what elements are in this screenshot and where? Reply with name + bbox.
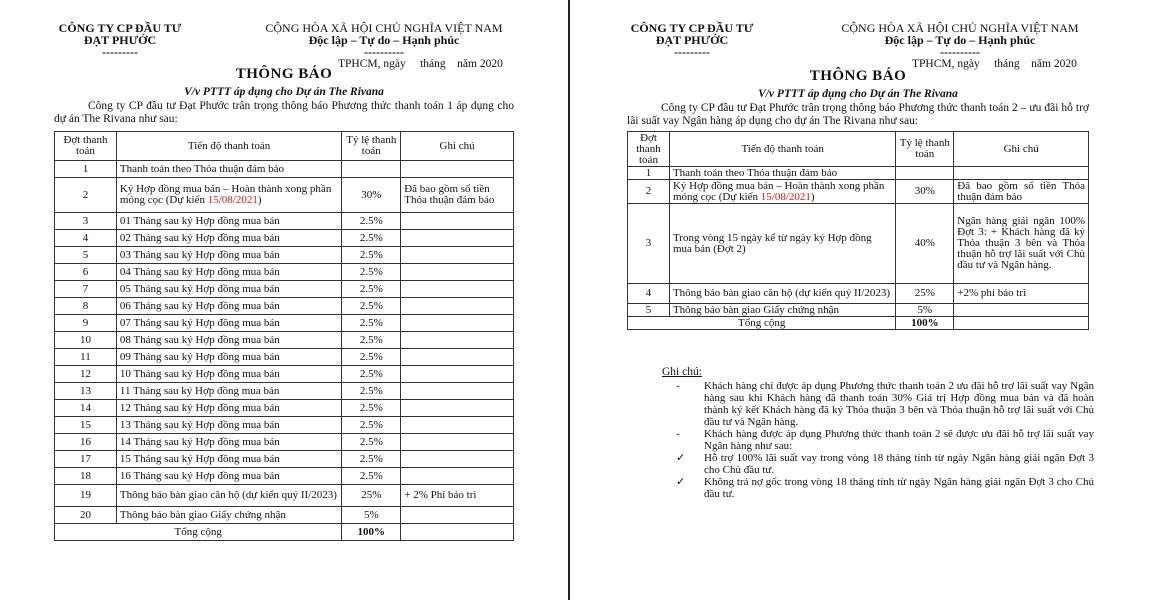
- payment-rate: 25%: [342, 485, 401, 507]
- schedule-text: Ký Hợp đồng mua bán – Hoàn thành xong phần móng cọc (Dự kiến: [672, 179, 885, 203]
- document-subject: V/v PTTT áp dụng cho Dự án The Rivana: [758, 88, 958, 100]
- row-note: [401, 298, 514, 315]
- table-row: [55, 451, 514, 468]
- company-header: [40, 22, 200, 58]
- table-row: [55, 332, 514, 349]
- total-note: [401, 524, 514, 541]
- payment-rate: 2.5%: [342, 264, 401, 281]
- table-row: [55, 400, 514, 417]
- note-item: [674, 476, 1094, 500]
- note-item: [674, 380, 1094, 428]
- row-note: [401, 434, 514, 451]
- nation-line1: CỘNG HÒA XÃ HỘI CHỦ NGHĨA VIỆT NAM: [265, 21, 503, 35]
- payment-rate: 2.5%: [342, 349, 401, 366]
- row-note: [401, 264, 514, 281]
- installment-number: 4: [628, 284, 670, 304]
- payment-rate: 25%: [896, 284, 954, 304]
- table-row: [628, 304, 1089, 317]
- table-row: [628, 204, 1089, 284]
- schedule-text: Ký Hợp đồng mua bán – Hoàn thành xong phần móng cọc (Dự kiến: [119, 183, 332, 206]
- payment-rate: 2.5%: [342, 383, 401, 400]
- total-row: [55, 524, 514, 541]
- header-note: Ghi chú: [401, 132, 514, 161]
- table-row: [628, 167, 1089, 180]
- payment-rate: [342, 161, 401, 178]
- payment-rate: 2.5%: [342, 315, 401, 332]
- table-row: [55, 161, 514, 178]
- table-row: [55, 349, 514, 366]
- date-line: TPHCM, ngày tháng năm 2020: [912, 58, 1077, 70]
- schedule-description: 08 Tháng sau ký Hợp đồng mua bán: [116, 332, 341, 349]
- schedule-description: [669, 180, 895, 204]
- company-name-line2: ĐẠT PHƯỚC: [655, 33, 729, 47]
- table-row: [55, 434, 514, 451]
- header-rate: Tỷ lệ thanh toán: [896, 132, 954, 167]
- table-row: [55, 507, 514, 524]
- installment-number: 12: [55, 366, 117, 383]
- company-dash: ---------: [674, 45, 710, 59]
- row-note: [401, 383, 514, 400]
- installment-number: 19: [55, 485, 117, 507]
- row-note: [401, 332, 514, 349]
- notes-list: [674, 380, 1094, 500]
- row-note: [401, 366, 514, 383]
- row-note: [401, 400, 514, 417]
- payment-rate: 30%: [342, 178, 401, 213]
- schedule-description: Thông báo bàn giao căn hộ (dự kiến quý II/2023): [116, 485, 341, 507]
- note-item: [674, 428, 1094, 452]
- installment-number: 9: [55, 315, 117, 332]
- row-note: [954, 167, 1089, 180]
- company-name-line2: ĐẠT PHƯỚC: [83, 33, 157, 47]
- table-row: [55, 383, 514, 400]
- dash-bullet: -: [676, 380, 680, 392]
- header-installment: Đợt thanh toán: [628, 132, 670, 167]
- schedule-description: 06 Tháng sau ký Hợp đồng mua bán: [116, 298, 341, 315]
- installment-number: 5: [628, 304, 670, 317]
- table-row: [55, 485, 514, 507]
- company-name-line1: CÔNG TY CP ĐẦU TƯ: [58, 21, 182, 35]
- company-name-line1: CÔNG TY CP ĐẦU TƯ: [630, 21, 754, 35]
- payment-rate: 2.5%: [342, 281, 401, 298]
- right-document: [570, 0, 1152, 600]
- nation-header: [250, 22, 518, 58]
- note-text: Khách hàng chỉ được áp dụng Phương thức thanh toán 2 ưu đãi hỗ trợ lãi suất vay Ngân hàng sau khi Khách hàng đã thanh toán 30% Giá trị Hợp đồng mua bán và đã hoàn thành ký kết Khách hàng đã ký Thỏa thuận 3 bên và Thỏa thuận hỗ trợ lãi suất với Chủ đầu tư và Ngân hàng.: [704, 380, 1094, 428]
- schedule-description: 02 Tháng sau ký Hợp đồng mua bán: [116, 230, 341, 247]
- note-item: [674, 452, 1094, 476]
- installment-number: 3: [628, 204, 670, 284]
- total-rate: 100%: [342, 524, 401, 541]
- payment-rate: 2.5%: [342, 298, 401, 315]
- total-rate: 100%: [896, 317, 954, 330]
- header-note: Ghi chú: [954, 132, 1089, 167]
- row-note: Đã bao gồm số tiền Thỏa thuận đảm bảo: [954, 180, 1089, 204]
- payment-rate: 5%: [342, 507, 401, 524]
- payment-schedule-table: [627, 131, 1089, 330]
- table-row: [55, 264, 514, 281]
- table-row: [55, 366, 514, 383]
- checkmark-icon: ✓: [676, 476, 686, 488]
- left-document: [0, 0, 568, 600]
- payment-schedule-table: [54, 131, 514, 541]
- installment-number: 1: [55, 161, 117, 178]
- schedule-description: 04 Tháng sau ký Hợp đồng mua bán: [116, 264, 341, 281]
- payment-rate: 2.5%: [342, 230, 401, 247]
- payment-rate: 2.5%: [342, 451, 401, 468]
- note-text: Hỗ trợ 100% lãi suất vay trong vòng 18 tháng tính từ ngày Ngân hàng giải ngân Đợt 3 cho Chủ đầu tư.: [704, 452, 1094, 476]
- table-row: [55, 417, 514, 434]
- document-title: THÔNG BÁO: [809, 68, 907, 84]
- schedule-description: 09 Tháng sau ký Hợp đồng mua bán: [116, 349, 341, 366]
- installment-number: 1: [628, 167, 670, 180]
- nation-motto: Độc lập – Tự do – Hạnh phúc: [308, 33, 460, 47]
- schedule-description: Thông báo bàn giao Giấy chứng nhận: [116, 507, 341, 524]
- nation-dash: ----------: [940, 45, 980, 59]
- schedule-description: 03 Tháng sau ký Hợp đồng mua bán: [116, 247, 341, 264]
- row-note: [401, 468, 514, 485]
- schedule-description: Trong vòng 15 ngày kể từ ngày ký Hợp đồng mua bán (Đợt 2): [669, 204, 895, 284]
- row-note: Đã bao gồm số tiền Thỏa thuận đảm bảo: [401, 178, 514, 213]
- dash-bullet: -: [676, 428, 680, 440]
- payment-rate: 2.5%: [342, 468, 401, 485]
- nation-motto: Độc lập – Tự do – Hạnh phúc: [884, 33, 1036, 47]
- payment-rate: 2.5%: [342, 366, 401, 383]
- header-rate: Tỷ lệ thanh toán: [342, 132, 401, 161]
- schedule-text-tail: ): [257, 194, 262, 206]
- row-note: [401, 315, 514, 332]
- schedule-description: 16 Tháng sau ký Hợp đồng mua bán: [116, 468, 341, 485]
- installment-number: 11: [55, 349, 117, 366]
- schedule-description: 15 Tháng sau ký Hợp đồng mua bán: [116, 451, 341, 468]
- installment-number: 15: [55, 417, 117, 434]
- document-intro: Công ty CP đầu tư Đạt Phước trân trọng thông báo Phương thức thanh toán 2 – ưu đãi hỗ trợ lãi suất vay Ngân hàng áp dụng cho dự án The Rivana như sau:: [627, 102, 1089, 127]
- document-title: THÔNG BÁO: [235, 66, 333, 82]
- table-row: [628, 180, 1089, 204]
- checkmark-icon: ✓: [676, 452, 686, 464]
- expected-date: 15/08/2021: [760, 190, 811, 203]
- table-row: [55, 468, 514, 485]
- row-note: + 2% Phí bảo trì: [401, 485, 514, 507]
- row-note: [401, 281, 514, 298]
- table-row: [628, 284, 1089, 304]
- table-row: [55, 247, 514, 264]
- notes-title: Ghi chú:: [662, 366, 702, 378]
- row-note: [401, 247, 514, 264]
- schedule-description: 05 Tháng sau ký Hợp đồng mua bán: [116, 281, 341, 298]
- installment-number: 4: [55, 230, 117, 247]
- table-row: [55, 315, 514, 332]
- schedule-description: [116, 178, 341, 213]
- row-note: [401, 349, 514, 366]
- schedule-description: 10 Tháng sau ký Hợp đồng mua bán: [116, 366, 341, 383]
- payment-rate: 2.5%: [342, 213, 401, 230]
- table-row: [55, 281, 514, 298]
- installment-number: 6: [55, 264, 117, 281]
- nation-header: [824, 22, 1096, 58]
- installment-number: 16: [55, 434, 117, 451]
- installment-number: 3: [55, 213, 117, 230]
- installment-number: 20: [55, 507, 117, 524]
- installment-number: 5: [55, 247, 117, 264]
- note-text: Không trả nợ gốc trong vòng 18 tháng tính từ ngày Ngân hàng giải ngân Đợt 3 cho Chủ đầu tư.: [704, 476, 1094, 500]
- nation-dash: ----------: [364, 45, 404, 59]
- installment-number: 2: [628, 180, 670, 204]
- nation-line1: CỘNG HÒA XÃ HỘI CHỦ NGHĨA VIỆT NAM: [841, 21, 1079, 35]
- note-text: Khách hàng được áp dụng Phương thức thanh toán 2 sẽ được ưu đãi hỗ trợ lãi suất vay Ngân hàng như sau:: [704, 428, 1094, 452]
- row-note: +2% phí bảo trì: [954, 284, 1089, 304]
- schedule-description: 01 Tháng sau ký Hợp đồng mua bán: [116, 213, 341, 230]
- installment-number: 13: [55, 383, 117, 400]
- company-header: [612, 22, 772, 58]
- header-schedule: Tiến độ thanh toán: [116, 132, 341, 161]
- installment-number: 10: [55, 332, 117, 349]
- payment-rate: 5%: [896, 304, 954, 317]
- company-dash: ---------: [102, 45, 138, 59]
- header-schedule: Tiến độ thanh toán: [669, 132, 895, 167]
- header-installment: Đợt thanh toán: [55, 132, 117, 161]
- table-row: [55, 230, 514, 247]
- document-subject: V/v PTTT áp dụng cho Dự án The Rivana: [184, 86, 384, 98]
- payment-rate: 2.5%: [342, 400, 401, 417]
- row-note: [401, 213, 514, 230]
- total-row: [628, 317, 1089, 330]
- total-note: [954, 317, 1089, 330]
- payment-rate: 30%: [896, 180, 954, 204]
- payment-rate: 2.5%: [342, 417, 401, 434]
- schedule-description: 07 Tháng sau ký Hợp đồng mua bán: [116, 315, 341, 332]
- schedule-description: Thanh toán theo Thỏa thuận đảm bảo: [669, 167, 895, 180]
- row-note: [401, 507, 514, 524]
- installment-number: 2: [55, 178, 117, 213]
- payment-rate: 2.5%: [342, 434, 401, 451]
- schedule-description: Thanh toán theo Thỏa thuận đảm bảo: [116, 161, 341, 178]
- total-label: Tổng cộng: [628, 317, 896, 330]
- date-line: TPHCM, ngày tháng năm 2020: [338, 58, 503, 70]
- table-row: [55, 213, 514, 230]
- schedule-description: Thông báo bàn giao căn hộ (dự kiến quý II/2023): [669, 284, 895, 304]
- row-note: Ngân hàng giải ngân 100% Đợt 3: + Khách hàng đã ký Thỏa thuận 3 bên và Thỏa thuận hỗ trợ lãi suất với Chủ đầu tư và Ngân hàng.: [954, 204, 1089, 284]
- installment-number: 8: [55, 298, 117, 315]
- row-note: [401, 230, 514, 247]
- total-label: Tổng cộng: [55, 524, 342, 541]
- row-note: [401, 417, 514, 434]
- payment-rate: 2.5%: [342, 332, 401, 349]
- row-note: [954, 304, 1089, 317]
- document-intro: Công ty CP đầu tư Đạt Phước trân trọng thông báo Phương thức thanh toán 1 áp dụng cho dự án The Rivana như sau:: [54, 100, 514, 125]
- row-note: [401, 451, 514, 468]
- payment-rate: 40%: [896, 204, 954, 284]
- payment-rate: [896, 167, 954, 180]
- schedule-description: 11 Tháng sau ký Hợp đồng mua bán: [116, 383, 341, 400]
- table-row: [55, 298, 514, 315]
- schedule-text-tail: ): [810, 190, 815, 203]
- table-row: [55, 178, 514, 213]
- payment-rate: 2.5%: [342, 247, 401, 264]
- schedule-description: 14 Tháng sau ký Hợp đồng mua bán: [116, 434, 341, 451]
- schedule-description: Thông báo bàn giao Giấy chứng nhận: [669, 304, 895, 317]
- installment-number: 7: [55, 281, 117, 298]
- row-note: [401, 161, 514, 178]
- installment-number: 14: [55, 400, 117, 417]
- schedule-description: 13 Tháng sau ký Hợp đồng mua bán: [116, 417, 341, 434]
- schedule-description: 12 Tháng sau ký Hợp đồng mua bán: [116, 400, 341, 417]
- expected-date: 15/08/2021: [207, 194, 258, 206]
- installment-number: 17: [55, 451, 117, 468]
- installment-number: 18: [55, 468, 117, 485]
